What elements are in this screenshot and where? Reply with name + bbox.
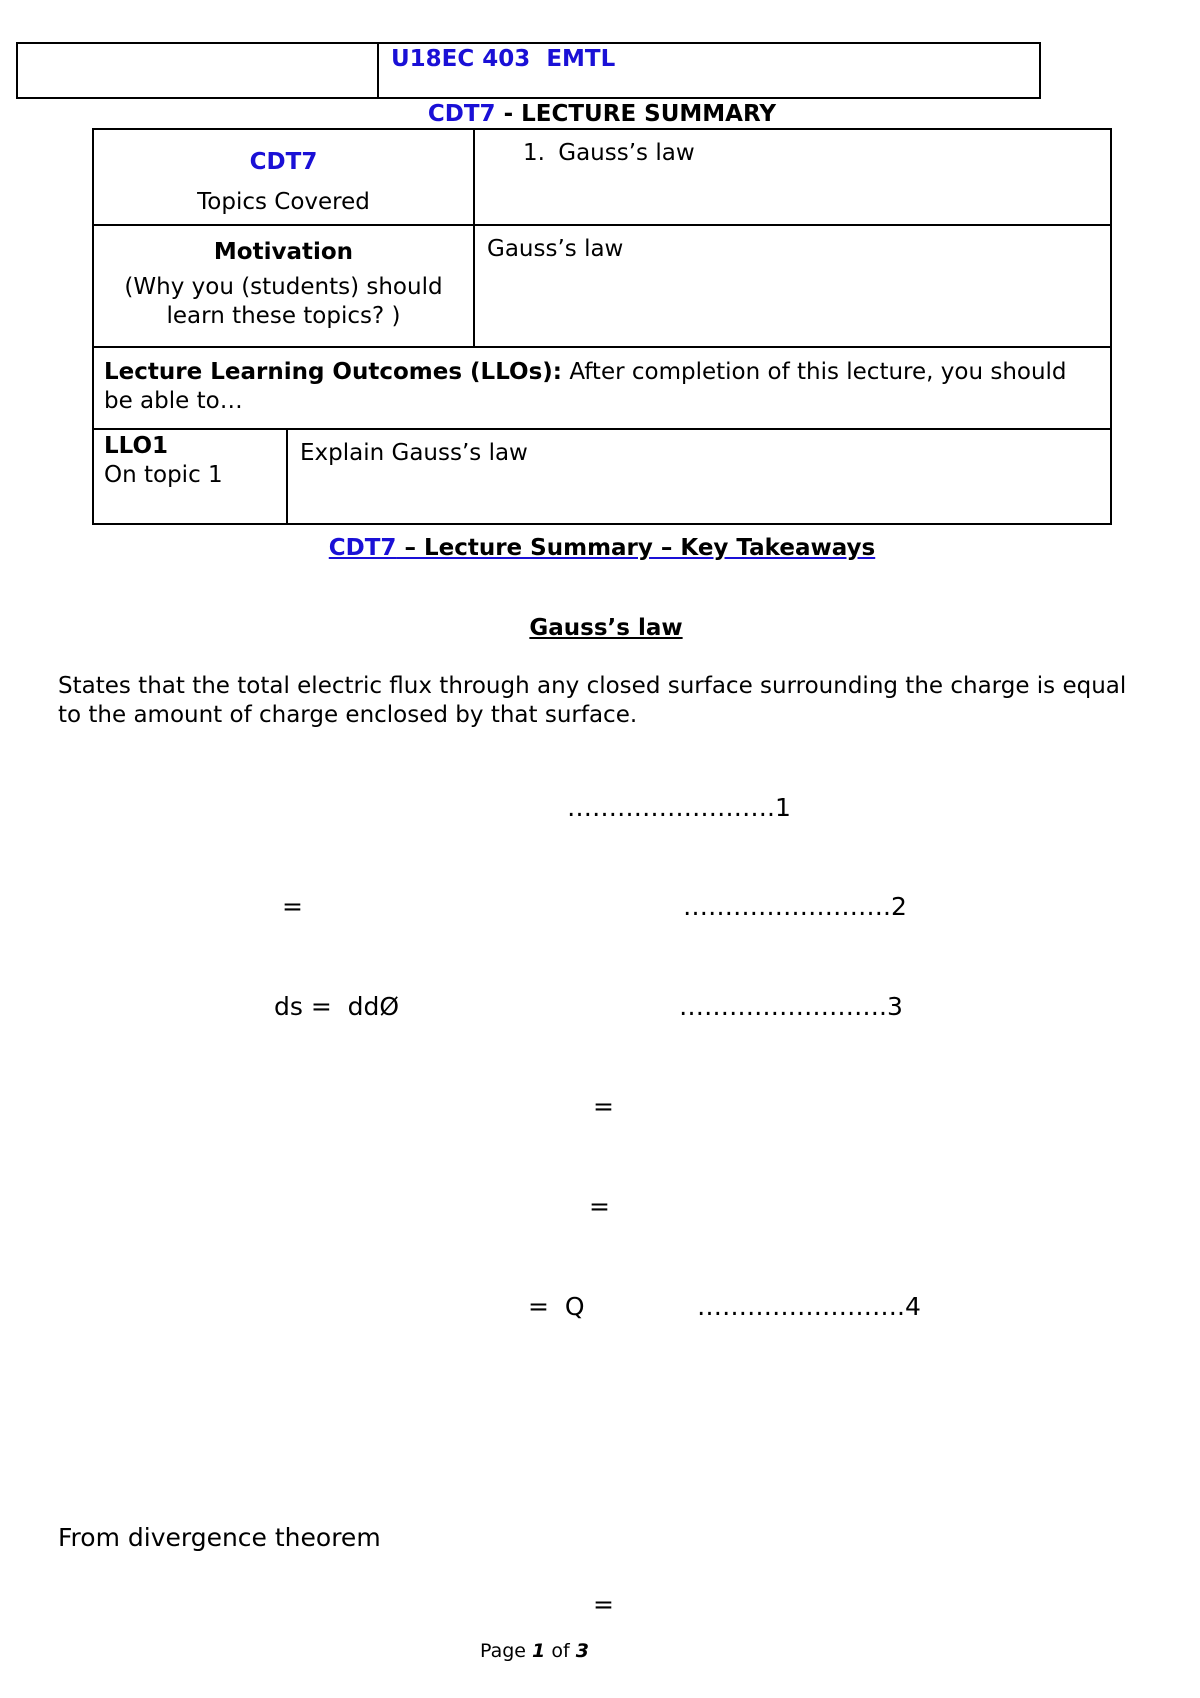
llo-header-row <box>94 348 1110 430</box>
llo1-value: Explain Gauss’s law <box>300 440 528 466</box>
key-takeaways-title <box>92 535 1112 561</box>
llo-header-cell <box>104 358 1100 418</box>
lecture-summary-table <box>92 128 1112 525</box>
page-total: 3 <box>575 1640 589 1662</box>
equation-4-lhs: = Q <box>528 1292 585 1321</box>
page-current: 1 <box>532 1640 546 1662</box>
summary-title-text: - LECTURE SUMMARY <box>495 101 777 127</box>
equation-2-equals: = <box>282 892 303 921</box>
course-header-title <box>379 44 1039 97</box>
topics-row <box>94 130 1110 226</box>
page-number <box>480 1640 589 1662</box>
topics-label-cell <box>94 130 475 224</box>
equation-step-b: = <box>589 1192 610 1221</box>
course-header-empty-cell <box>18 44 379 97</box>
takeaways-code: CDT7 <box>328 535 397 561</box>
motivation-label: Motivation <box>213 239 354 265</box>
page-label: Page <box>480 1640 533 1662</box>
equation-4-number: …………………….4 <box>697 1292 921 1321</box>
course-name: EMTL <box>546 46 616 72</box>
topics-value-cell <box>475 130 1110 224</box>
llo1-label-cell <box>94 430 288 523</box>
course-header-box <box>16 42 1041 99</box>
topics-label: Topics Covered <box>197 189 370 215</box>
motivation-value: Gauss’s law <box>487 236 624 262</box>
llo1-row <box>94 430 1110 523</box>
equation-step-a: = <box>593 1092 614 1121</box>
page-of: of <box>545 1640 576 1662</box>
motivation-label-cell <box>94 226 475 346</box>
gauss-law-statement: States that the total electric flux through any closed surface surrounding the charge is equal to the amount of charge enclosed by that surface. <box>58 673 1127 728</box>
topic-item-text: Gauss’s law <box>558 140 695 166</box>
equation-3-lhs: ds = ddØ <box>274 992 400 1021</box>
equation-2-number: …………………….2 <box>683 892 907 921</box>
llo-header-text: After completion of this lecture, you should be able to… <box>104 359 1067 414</box>
equation-5-equals: = <box>593 1590 614 1619</box>
topics-code: CDT7 <box>249 149 318 175</box>
llo1-label: LLO1 <box>104 433 169 459</box>
lecture-summary-title <box>92 101 1112 127</box>
equation-1-number: …………………….1 <box>567 793 791 822</box>
motivation-row <box>94 226 1110 348</box>
llo-header-label: Lecture Learning Outcomes (LLOs): <box>104 359 563 385</box>
summary-title-code: CDT7 <box>427 101 496 127</box>
motivation-description: (Why you (students) should learn these topics? ) <box>124 274 443 329</box>
course-code: U18EC 403 <box>391 46 531 72</box>
divergence-theorem-label: From divergence theorem <box>58 1523 381 1552</box>
takeaways-text: – Lecture Summary – Key Takeaways <box>396 535 876 561</box>
topic-item-number: 1. <box>523 140 545 166</box>
llo1-topic: On topic 1 <box>104 462 223 488</box>
equation-3-number: …………………….3 <box>679 992 903 1021</box>
gauss-law-heading: Gauss’s law <box>529 615 683 641</box>
